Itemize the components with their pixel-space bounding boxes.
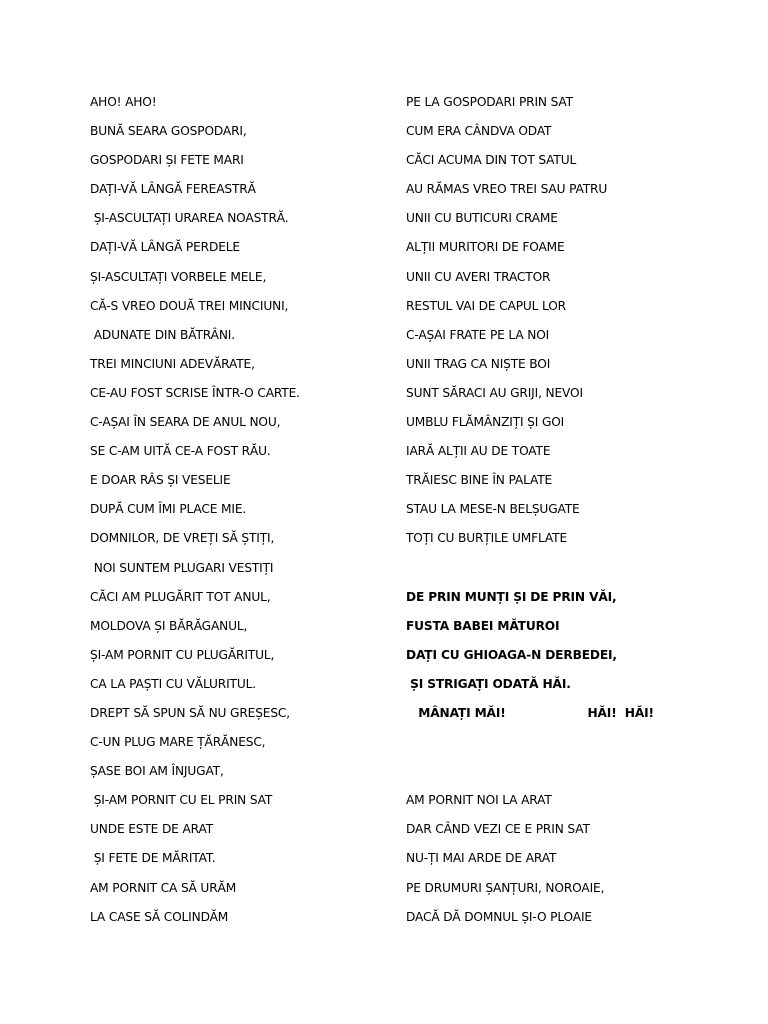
poem-line: GOSPODARI ȘI FETE MARI: [90, 153, 244, 168]
poem-line: C-AȘAI ÎN SEARA DE ANUL NOU,: [90, 415, 281, 430]
poem-line: FUSTA BABEI MĂTUROI: [406, 618, 560, 633]
poem-line: RESTUL VAI DE CAPUL LOR: [406, 298, 567, 313]
poem-line: UNII CU BUTICURI CRAME: [406, 211, 558, 226]
poem-line: MÂNAȚI MĂI! HĂI! HĂI!: [406, 705, 654, 720]
poem-line: AM PORNIT CA SĂ URĂM: [90, 880, 237, 895]
poem-line: NU-ȚI MAI ARDE DE ARAT: [406, 851, 557, 866]
blank-line: [406, 733, 746, 762]
poem-line: DAȚI CU GHIOAGA-N DERBEDEI,: [406, 647, 617, 662]
poem-line: NOI SUNTEM PLUGARI VESTIȚI: [90, 560, 274, 575]
poem-line: SE C-AM UITĂ CE-A FOST RĂU.: [90, 444, 271, 459]
poem-line: PE LA GOSPODARI PRIN SAT: [406, 95, 573, 109]
poem-line: ȘI-ASCULTAȚI URAREA NOASTRĂ.: [90, 211, 289, 226]
poem-line: CĂCI ACUMA DIN TOT SATUL: [406, 153, 577, 168]
poem-line: DOMNILOR, DE VREȚI SĂ ȘTIȚI,: [90, 531, 275, 546]
poem-line: DAȚI-VĂ LÂNGĂ FEREASTRĂ: [90, 182, 256, 197]
poem-line: DAȚI-VĂ LÂNGĂ PERDELE: [90, 240, 240, 255]
poem-line: LA CASE SĂ COLINDĂM: [90, 909, 229, 924]
poem-line: CE-AU FOST SCRISE ÎNTR-O CARTE.: [90, 385, 300, 400]
poem-line: CĂ-S VREO DOUĂ TREI MINCIUNI,: [90, 298, 289, 313]
poem-line: E DOAR RÂS ȘI VESELIE: [90, 473, 231, 488]
poem-line: UMBLU FLĂMÂNZIȚI ȘI GOI: [406, 415, 565, 430]
poem-line: C-AȘAI FRATE PE LA NOI: [406, 327, 550, 342]
blank-line: [406, 762, 746, 791]
poem-line: AU RĂMAS VREO TREI SAU PATRU: [406, 182, 608, 197]
poem-line: ȘI FETE DE MĂRITAT.: [90, 851, 216, 866]
poem-line: DREPT SĂ SPUN SĂ NU GREȘESC,: [90, 705, 290, 720]
poem-right-column: [406, 93, 746, 937]
poem-line: DACĂ DĂ DOMNUL ȘI-O PLOAIE: [406, 909, 592, 924]
poem-line: MOLDOVA ȘI BĂRĂGANUL,: [90, 618, 248, 633]
poem-line: SUNT SĂRACI AU GRIJI, NEVOI: [406, 385, 583, 400]
poem-left-column: [90, 93, 390, 937]
poem-line: UNII CU AVERI TRACTOR: [406, 269, 551, 284]
poem-line: STAU LA MESE-N BELȘUGATE: [406, 502, 580, 517]
poem-line: CA LA PAȘTI CU VĂLURITUL.: [90, 676, 256, 691]
poem-line: ADUNATE DIN BĂTRÂNI.: [90, 327, 235, 342]
poem-line: C-UN PLUG MARE ȚĂRĂNESC,: [90, 735, 266, 750]
poem-line: CĂCI AM PLUGĂRIT TOT ANUL,: [90, 589, 271, 604]
poem-line: BUNĂ SEARA GOSPODARI,: [90, 124, 247, 139]
poem-line: ȘI STRIGAȚI ODATĂ HĂI.: [406, 676, 571, 691]
poem-line: AM PORNIT NOI LA ARAT: [406, 793, 552, 808]
poem-line: DUPĂ CUM ÎMI PLACE MIE.: [90, 502, 247, 517]
poem-line: ȘI-AM PORNIT CU EL PRIN SAT: [90, 793, 273, 808]
poem-line: UNII TRAG CA NIȘTE BOI: [406, 356, 551, 371]
poem-line: AHO! AHO!: [90, 95, 157, 109]
poem-line: UNDE ESTE DE ARAT: [90, 822, 214, 837]
poem-line: TOȚI CU BURȚILE UMFLATE: [406, 531, 568, 546]
poem-line: ȘASE BOI AM ÎNJUGAT,: [90, 764, 224, 779]
poem-line: ȘI-ASCULTAȚI VORBELE MELE,: [90, 269, 267, 284]
poem-line: TREI MINCIUNI ADEVĂRATE,: [90, 356, 255, 371]
blank-line: [406, 559, 746, 588]
poem-line: IARĂ ALȚII AU DE TOATE: [406, 444, 551, 459]
poem-line: DE PRIN MUNȚI ȘI DE PRIN VĂI,: [406, 589, 617, 604]
poem-line: CUM ERA CÂNDVA ODAT: [406, 124, 552, 139]
poem-line: PE DRUMURI ȘANȚURI, NOROAIE,: [406, 880, 605, 895]
poem-line: ȘI-AM PORNIT CU PLUGĂRITUL,: [90, 647, 275, 662]
poem-line: DAR CÂND VEZI CE E PRIN SAT: [406, 822, 590, 837]
poem-line: TRĂIESC BINE ÎN PALATE: [406, 473, 553, 488]
poem-line: ALȚII MURITORI DE FOAME: [406, 240, 565, 255]
